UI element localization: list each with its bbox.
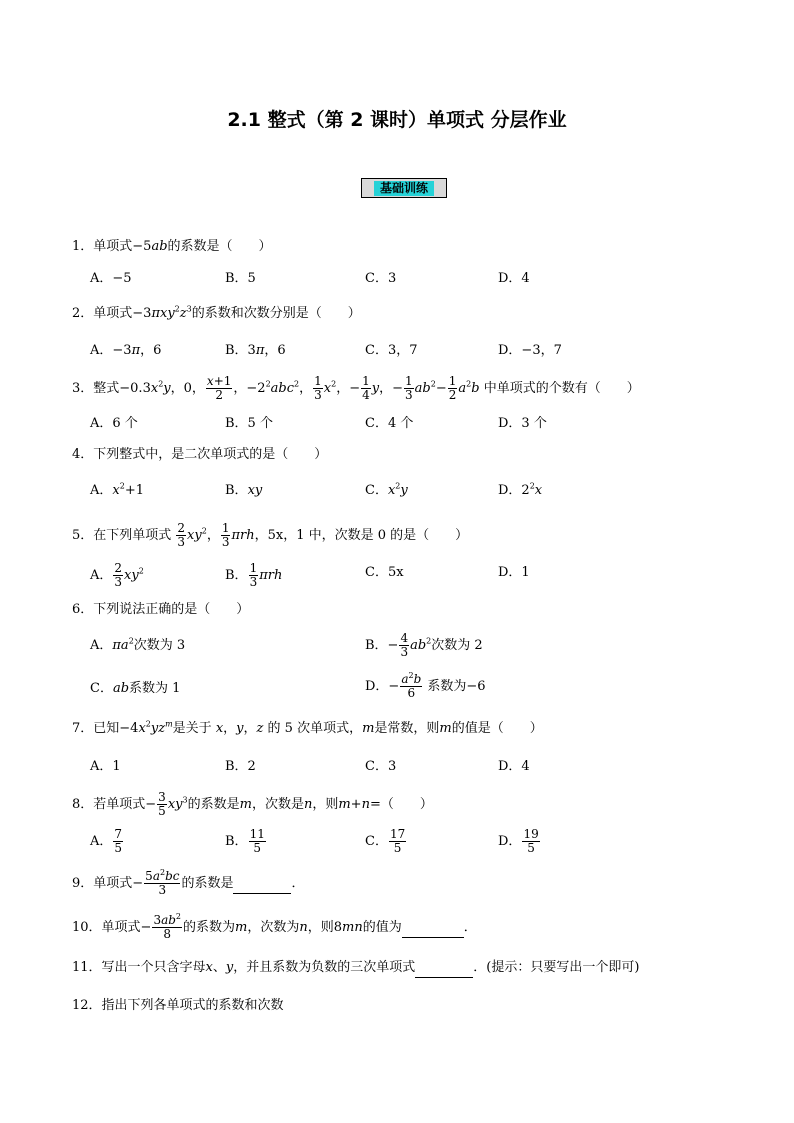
page-title: 2.1 整式（第 2 课时）单项式 分层作业 bbox=[227, 109, 567, 131]
section-badge bbox=[361, 178, 447, 198]
question-3: 3．整式$-0.3x^2y$，0， $\frac{x+1}{2}$ ，$-2^2abc^2$， $\frac{1}{3}$ $x^2$，− $\frac{1}{4}$ y，− $\frac{1}{3}$ $ab^2-$ $\frac{1}{2}$ $a^2b$ 中单项式的个数有（ ） bbox=[72, 374, 640, 402]
question-9: 9．单项式− $\frac{5a^2bc}{3}$ 的系数是 ． bbox=[72, 868, 305, 897]
q4-option-d: D．$2^2x$ bbox=[498, 481, 543, 498]
question-8: 8．若单项式− $\frac{3}{5}$ $xy^3$的系数是m，次数是n，则m+n=（ ） bbox=[72, 790, 433, 818]
q3-option-d: D．3 个 bbox=[498, 416, 547, 431]
question-6: 6．下列说法正确的是（ ） bbox=[72, 602, 250, 617]
question-10: 10．单项式− $\frac{3ab^2}{8}$ 的系数为m，次数为n，则8mn的值为 ． bbox=[72, 912, 477, 941]
q2-option-d: D．−3，7 bbox=[498, 343, 562, 358]
q3-option-b: B．5 个 bbox=[225, 416, 273, 431]
question-11: 11．写出一个只含字母x、y，并且系数为负数的三次单项式 ．(提示：只要写出一个即可) bbox=[72, 959, 639, 978]
q2-option-b: B．3π，6 bbox=[225, 343, 286, 358]
q6-option-b: B．− $\frac{4}{3}$ $ab^2$次数为 2 bbox=[365, 631, 483, 659]
q5-option-c: C．5x bbox=[365, 565, 404, 580]
q2-option-c: C．3，7 bbox=[365, 343, 418, 358]
q4-option-b: B．xy bbox=[225, 483, 263, 498]
q2-option-a: A．−3π，6 bbox=[90, 343, 162, 358]
q8-option-b: B． $\frac{11}{5}$ bbox=[225, 827, 265, 855]
q6-option-d: D．− $\frac{a^2b}{6}$ 系数为−6 bbox=[365, 671, 486, 700]
q7-option-d: D．4 bbox=[498, 759, 530, 774]
q1-option-a: A．−5 bbox=[90, 271, 132, 286]
q5-option-b: B． $\frac{1}{3}$ πrh bbox=[225, 561, 283, 589]
q7-option-a: A．1 bbox=[90, 759, 121, 774]
question-1: 1．单项式−5ab的系数是（ ） bbox=[72, 239, 272, 254]
q5-option-a: A． $\frac{2}{3}$ $xy^2$ bbox=[90, 561, 144, 589]
q4-option-a: A．$x^2+1$ bbox=[90, 481, 144, 498]
q8-option-d: D． $\frac{19}{5}$ bbox=[498, 827, 539, 855]
question-7: 7．已知$-4x^2yz^m$是关于 x，y，z 的 5 次单项式，m是常数，则m的值是（ ） bbox=[72, 719, 543, 736]
q6-option-c: C．ab系数为 1 bbox=[90, 681, 181, 696]
q3-option-c: C．4 个 bbox=[365, 416, 414, 431]
q8-option-c: C． $\frac{17}{5}$ bbox=[365, 827, 406, 855]
q1-option-d: D．4 bbox=[498, 271, 530, 286]
q1-option-c: C．3 bbox=[365, 271, 397, 286]
question-2: 2．单项式$-3\pi xy^2z^3$的系数和次数分别是（ ） bbox=[72, 304, 361, 321]
q8-option-a: A． $\frac{7}{5}$ bbox=[90, 827, 123, 855]
section-label: 基础训练 bbox=[374, 181, 434, 196]
q5-option-d: D．1 bbox=[498, 565, 530, 580]
q7-option-b: B．2 bbox=[225, 759, 256, 774]
q7-option-c: C．3 bbox=[365, 759, 397, 774]
q3-option-a: A．6 个 bbox=[90, 416, 138, 431]
question-5: 5．在下列单项式 $\frac{2}{3}$ $xy^2$， $\frac{1}{3}$ πrh，5x，1 中，次数是 0 的是（ ） bbox=[72, 521, 469, 549]
q4-option-c: C．$x^2y$ bbox=[365, 481, 408, 498]
question-12: 12．指出下列各单项式的系数和次数 bbox=[72, 998, 284, 1013]
q6-option-a: A．$\pi a^2$次数为 3 bbox=[90, 636, 186, 653]
q1-option-b: B．5 bbox=[225, 271, 256, 286]
question-4: 4．下列整式中，是二次单项式的是（ ） bbox=[72, 447, 328, 462]
